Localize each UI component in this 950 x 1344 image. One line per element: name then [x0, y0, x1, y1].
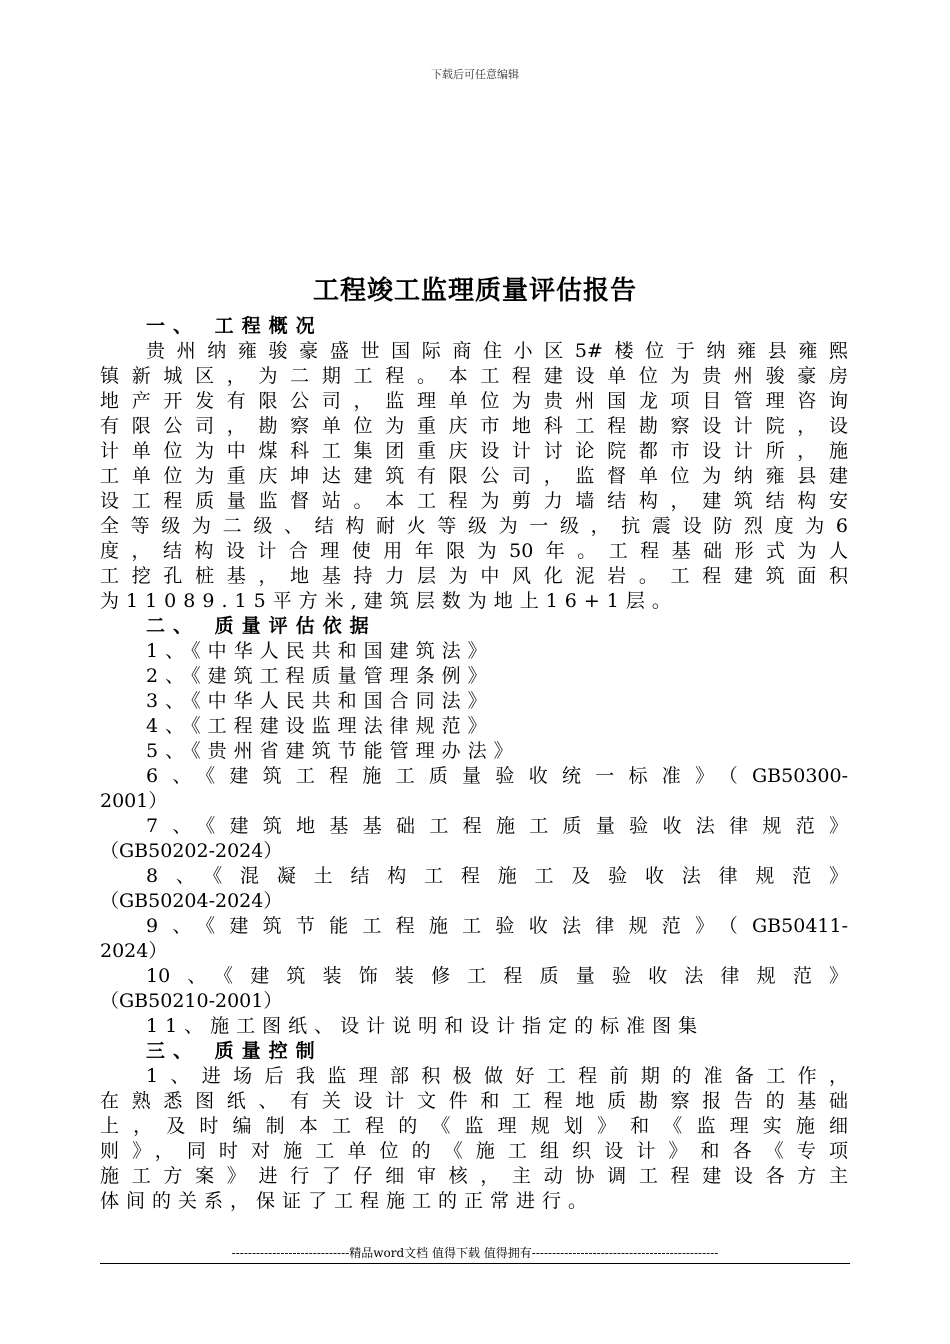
- section-heading-quality-control: 三、 质量控制: [146, 1040, 323, 1062]
- footer-divider: [100, 1263, 850, 1264]
- basis-item-continuation: （GB50202-2024）: [100, 840, 283, 862]
- basis-item: 4、《工程建设监理法律规范》: [146, 715, 494, 737]
- paragraph-line: 度，结构设计合理使用年限为50年。工程基础形式为人: [100, 540, 848, 562]
- paragraph-line: 设工程质量监督站。本工程为剪力墙结构，建筑结构安: [100, 490, 848, 512]
- paragraph-line: 体间的关系，保证了工程施工的正常进行。: [100, 1190, 595, 1212]
- paragraph-line: 地产开发有限公司，监理单位为贵州国龙项目管理咨询: [100, 390, 848, 412]
- paragraph-line: 则》，同时对施工单位的《施工组织设计》和各《专项: [100, 1140, 848, 1162]
- basis-item-continuation: （GB50204-2024）: [100, 890, 283, 912]
- paragraph-line: 工单位为重庆坤达建筑有限公司，监督单位为纳雍县建: [100, 465, 848, 487]
- basis-item: 9、《建筑节能工程施工验收法律规范》（GB50411-: [146, 915, 848, 937]
- paragraph-line: 施工方案》进行了仔细审核，主动协调工程建设各方主: [100, 1165, 848, 1187]
- paragraph-line: 计单位为中煤科工集团重庆设计讨论院都市设计所，施: [100, 440, 848, 462]
- basis-item: 7、《建筑地基基础工程施工质量验收法律规范》: [146, 815, 848, 837]
- basis-item: 5、《贵州省建筑节能管理办法》: [146, 740, 520, 762]
- paragraph-line: 上，及时编制本工程的《监理规划》和《监理实施细: [100, 1115, 848, 1137]
- paragraph-line: 工挖孔桩基，地基持力层为中风化泥岩。工程建筑面积: [100, 565, 848, 587]
- paragraph-line: 有限公司，勘察单位为重庆市地科工程勘察设计院，设: [100, 415, 848, 437]
- basis-item: 10、《建筑装饰装修工程质量验收法律规范》: [146, 965, 848, 987]
- page-header-note: 下载后可任意编辑: [431, 68, 519, 81]
- basis-item: 1、《中华人民共和国建筑法》: [146, 640, 494, 662]
- paragraph-line: 全等级为二级、结构耐火等级为一级，抗震设防烈度为6: [100, 515, 848, 537]
- basis-item: 8、《混凝土结构工程施工及验收法律规范》: [146, 865, 848, 887]
- basis-item: 2、《建筑工程质量管理条例》: [146, 665, 494, 687]
- paragraph-line: 镇新城区，为二期工程。本工程建设单位为贵州骏豪房: [100, 365, 848, 387]
- paragraph-line: 为11089.15平方米,建筑层数为地上16+1层。: [100, 590, 678, 612]
- document-title: 工程竣工监理质量评估报告: [312, 276, 637, 306]
- basis-item: 11、施工图纸、设计说明和设计指定的标准图集: [146, 1015, 705, 1037]
- paragraph-line: 1、进场后我监理部积极做好工程前期的准备工作，: [146, 1065, 848, 1087]
- paragraph-line: 在熟悉图纸、有关设计文件和工程地质勘察报告的基础: [100, 1090, 848, 1112]
- section-heading-overview: 一、 工程概况: [146, 315, 323, 337]
- basis-item-continuation: （GB50210-2001）: [100, 990, 283, 1012]
- basis-item: 3、《中华人民共和国合同法》: [146, 690, 494, 712]
- basis-item-continuation: 2001）: [100, 790, 168, 812]
- basis-item: 6、《建筑工程施工质量验收统一标准》（GB50300-: [146, 765, 848, 787]
- paragraph-line: 贵州纳雍骏豪盛世国际商住小区5#楼位于纳雍县雍熙: [146, 340, 848, 362]
- section-heading-basis: 二、 质量评估依据: [146, 615, 377, 637]
- basis-item-continuation: 2024）: [100, 940, 168, 962]
- document-body: [100, 314, 848, 1214]
- page-footer-note: -----------------------------精品word文档 值得下载 值得拥有----------------------------------------------: [231, 1246, 719, 1260]
